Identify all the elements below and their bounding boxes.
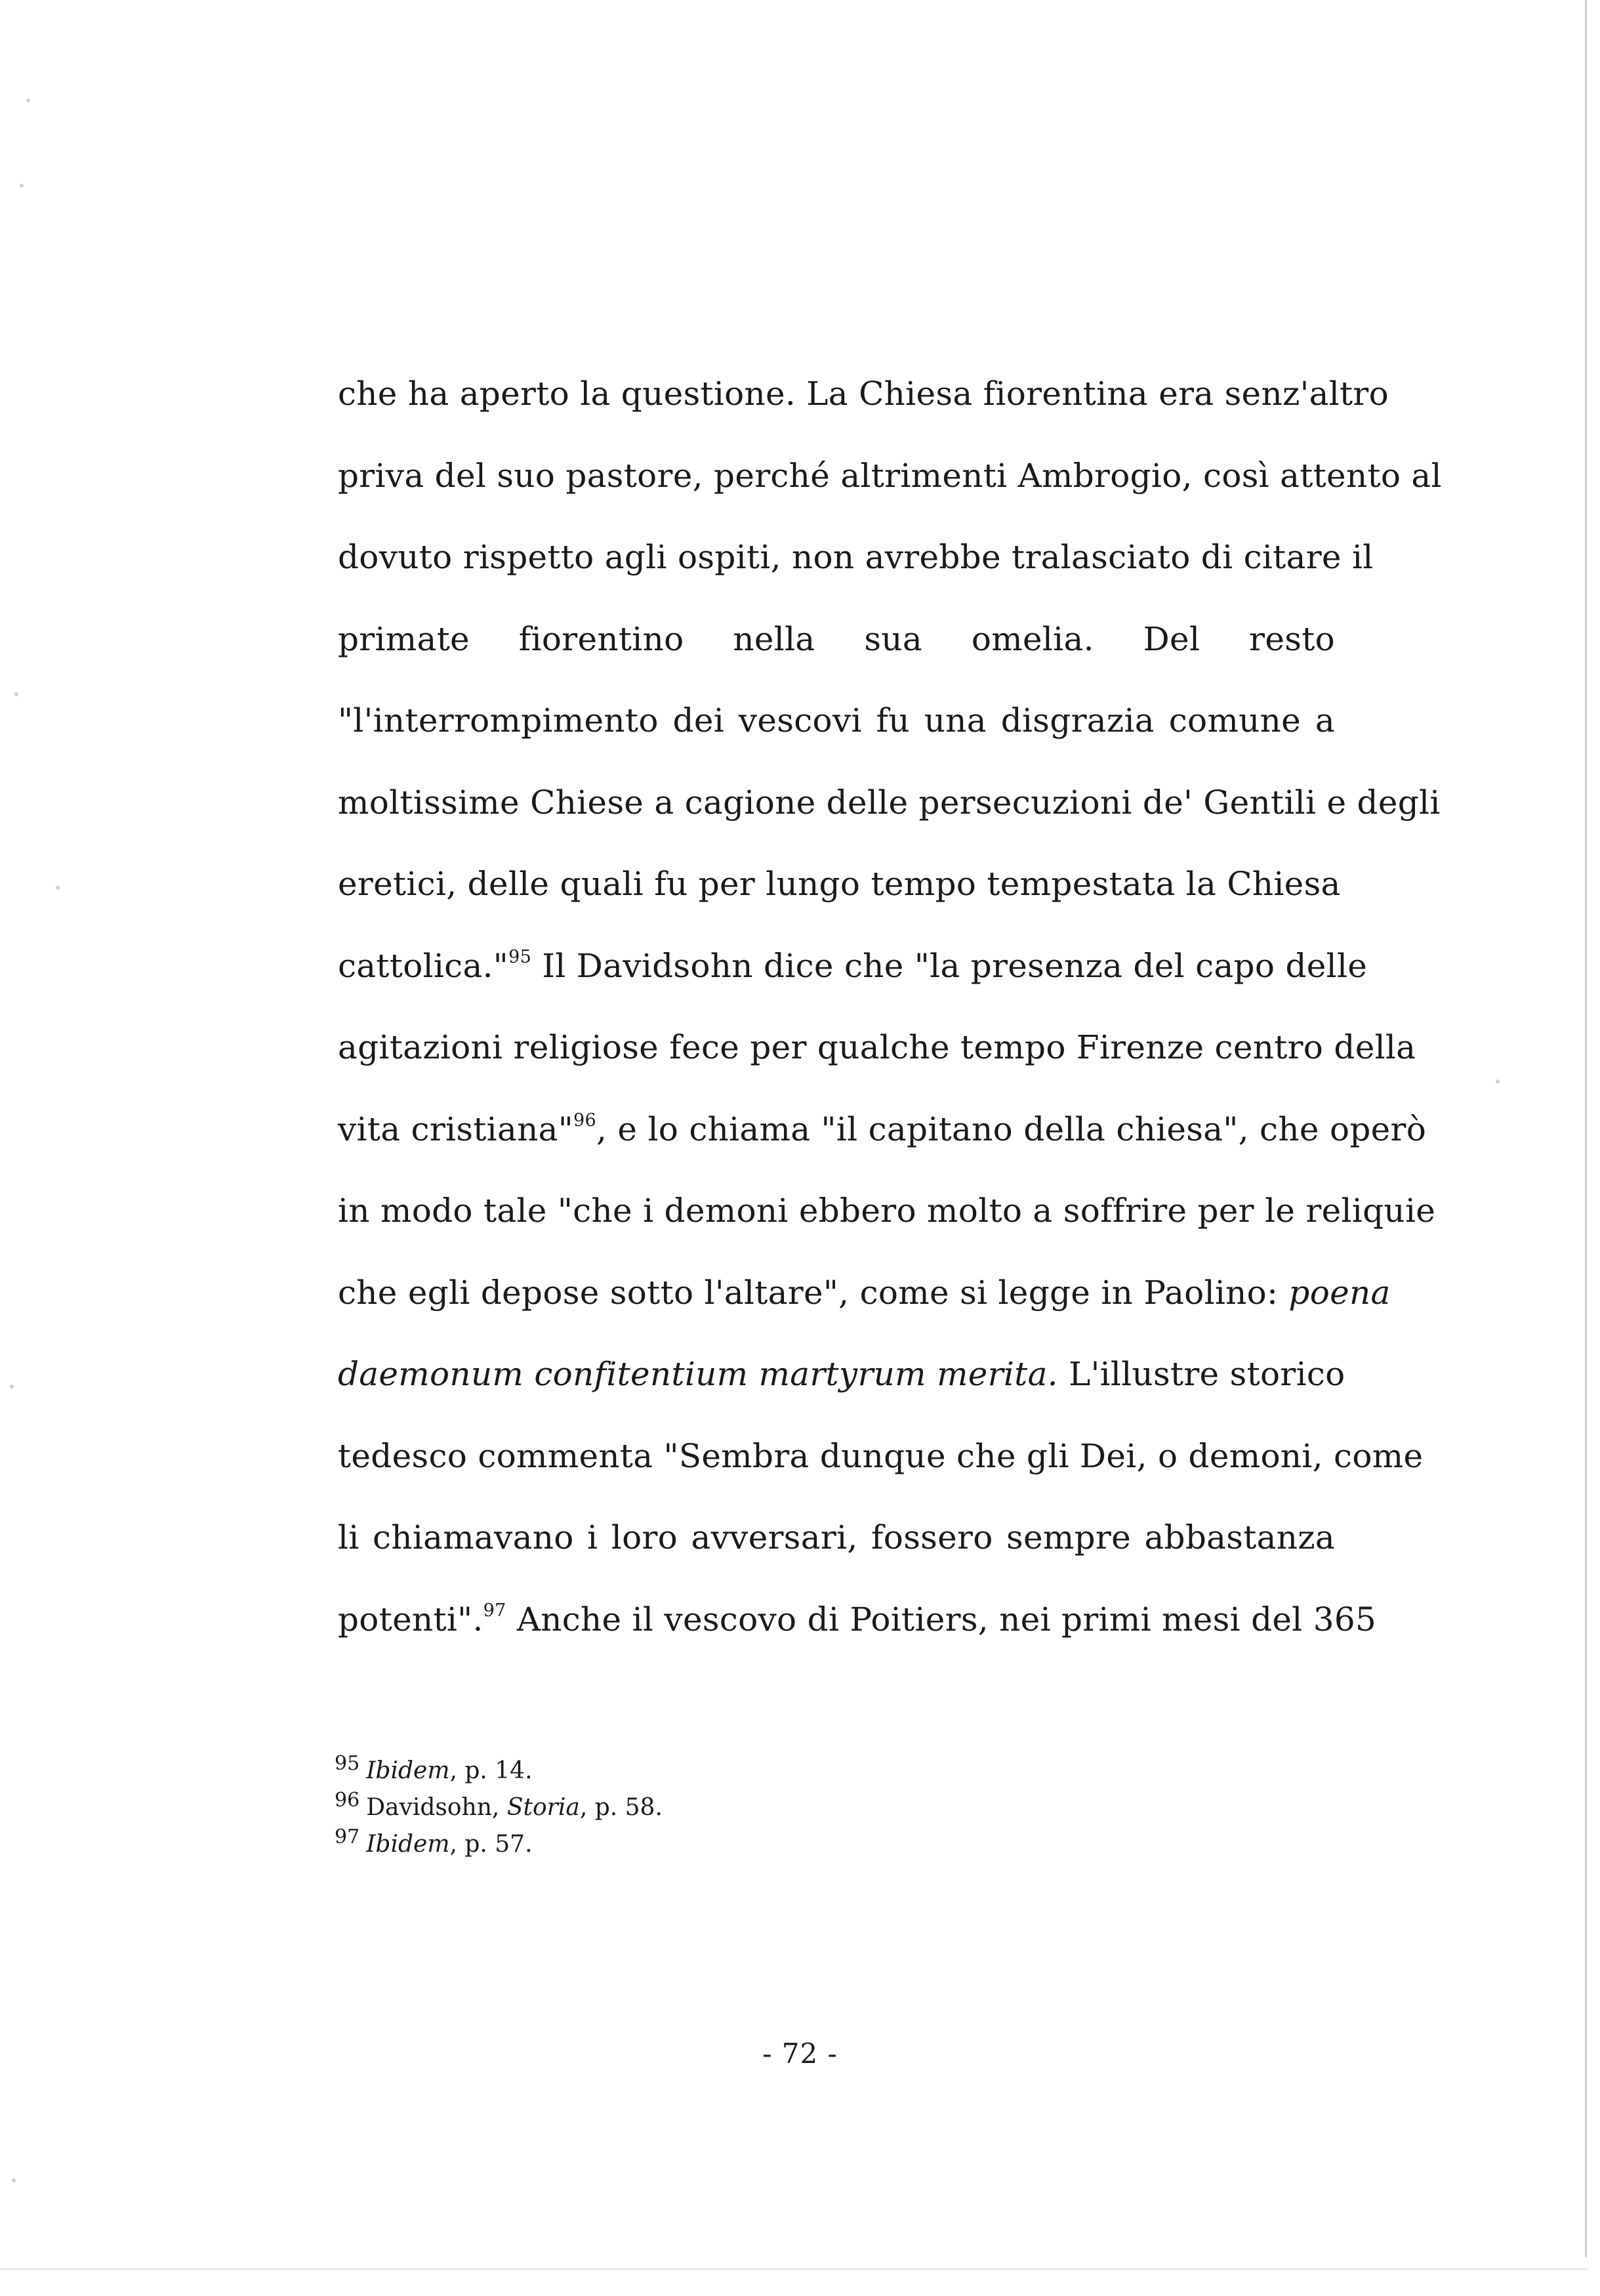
text-line: in modo tale "che i demoni ebbero molto a soffrire per le reliquie xyxy=(338,1192,1436,1230)
latin-quote: poena xyxy=(1288,1273,1391,1312)
scan-speck xyxy=(26,98,30,102)
page-edge xyxy=(1585,0,1587,2257)
scan-speck xyxy=(20,184,24,188)
footnote-95: $^{95}$ Ibidem, p. 14. xyxy=(335,1752,533,1784)
footnote-title: Ibidem xyxy=(366,1757,450,1784)
footnote-ref-95: 95 xyxy=(508,946,532,967)
footnote-number: 96 xyxy=(335,1789,360,1812)
text-line: che ha aperto la questione. La Chiesa fiorentina era senz'altro xyxy=(338,375,1389,413)
text-line: tedesco commenta "Sembra dunque che gli Dei, o demoni, come xyxy=(338,1436,1424,1475)
text-line: che egli depose sotto l'altare", come si legge in Paolino: poena xyxy=(338,1273,1391,1312)
text-line: "l'interrompimento dei vescovi fu una disgrazia comune a xyxy=(338,701,1335,740)
text-line: daemonum confitentium martyrum merita. L'illustre storico xyxy=(338,1355,1345,1393)
scan-speck xyxy=(12,2179,16,2182)
text-line: dovuto rispetto agli ospiti, non avrebbe tralasciato di citare il xyxy=(338,538,1374,576)
footnote-ref-97: 97 xyxy=(483,1600,506,1621)
footnote-title: Storia xyxy=(506,1794,580,1821)
footnote-97: $^{97}$ Ibidem, p. 57. xyxy=(335,1826,533,1858)
footnote-title: Ibidem xyxy=(366,1831,450,1858)
body-text xyxy=(338,358,1442,1665)
scan-speck xyxy=(10,1385,14,1388)
text-line: priva del suo pastore, perché altrimenti Ambrogio, così attento al xyxy=(338,456,1442,495)
latin-quote: daemonum confitentium martyrum merita. xyxy=(338,1355,1058,1393)
text-line: moltissime Chiese a cagione delle persecuzioni de' Gentili e degli xyxy=(338,783,1441,822)
scan-speck xyxy=(56,886,60,890)
footnote-number: 97 xyxy=(335,1826,360,1848)
footnote-number: 95 xyxy=(335,1752,360,1775)
page-number: - 72 - xyxy=(762,2037,838,2070)
text-line: eretici, delle quali fu per lungo tempo tempestata la Chiesa xyxy=(338,865,1341,903)
footnote-96: $^{96}$ Davidsohn, Storia, p. 58. xyxy=(335,1789,663,1821)
text-line: potenti".$^{97}$ Anche il vescovo di Poitiers, nei primi mesi del 365 xyxy=(338,1600,1377,1639)
text-line: li chiamavano i loro avversari, fossero sempre abbastanza xyxy=(338,1518,1335,1556)
text-line: vita cristiana"$^{96}$, e lo chiama "il capitano della chiesa", che operò xyxy=(338,1110,1427,1148)
text-line: agitazioni religiose fece per qualche tempo Firenze centro della xyxy=(338,1028,1416,1066)
footnotes xyxy=(335,1745,925,1856)
footnote-ref-96: 96 xyxy=(573,1110,596,1131)
text-line: cattolica."$^{95}$ Il Davidsohn dice che "la presenza del capo delle xyxy=(338,946,1368,985)
scan-speck xyxy=(1496,1079,1500,1083)
page-bottom-edge xyxy=(0,2268,1588,2270)
scan-speck xyxy=(14,692,18,696)
text-line: primate fiorentino nella sua omelia. Del resto xyxy=(338,619,1335,658)
